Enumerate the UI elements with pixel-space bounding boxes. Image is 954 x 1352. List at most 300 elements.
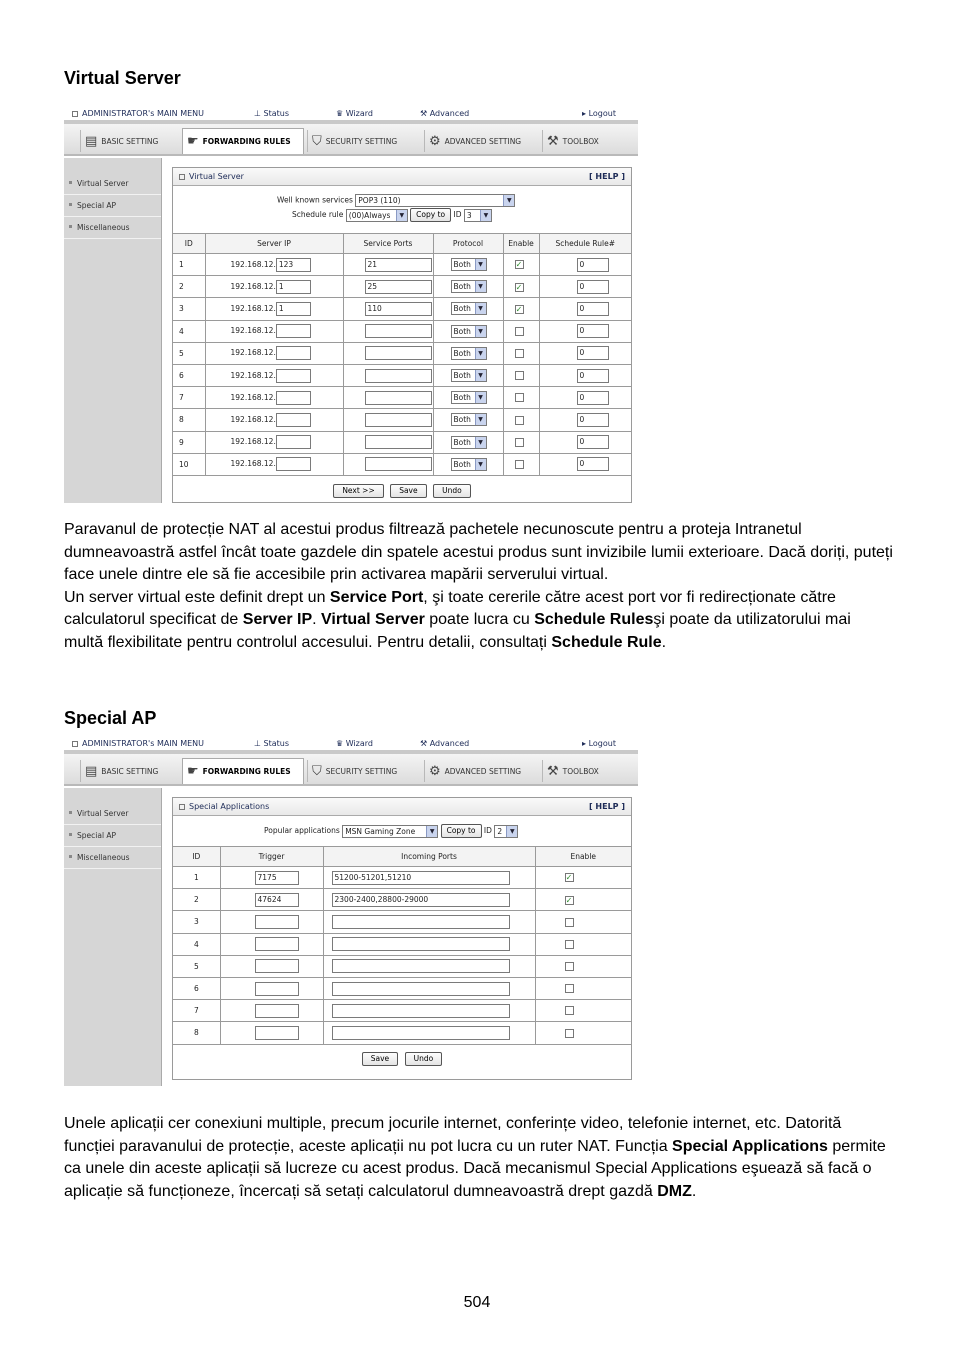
tab-label: ADVANCED SETTING — [444, 136, 522, 146]
enable-checkbox[interactable] — [515, 393, 524, 402]
protocol-value: Both — [453, 371, 471, 381]
enable-cell — [503, 431, 539, 453]
enable-cell — [503, 320, 539, 342]
id-cell: 5 — [173, 342, 205, 364]
id-cell: 10 — [173, 453, 205, 475]
main-menu-link[interactable]: ADMINISTRATOR's MAIN MENU — [72, 109, 204, 118]
bold-term: Schedule Rule — [551, 633, 662, 651]
enable-cell — [503, 298, 539, 320]
toolbox-icon: ⚒ — [547, 133, 559, 149]
column-header: Schedule Rule# — [539, 234, 631, 254]
text-run: permite ca unele din aceste aplicații să lucreze cu acest produs. Dacă mecanismul Special Applications eşuează să facă o aplicație să funcționeze, încercați să setați calculatorul dumneavoastră drept gazdă — [64, 1137, 886, 1200]
tab-security-setting[interactable] — [307, 130, 421, 152]
protocol-select[interactable] — [451, 458, 487, 471]
virtual-server-paragraph — [64, 519, 894, 655]
tab-basic-setting[interactable] — [80, 130, 180, 152]
bullet-icon — [69, 833, 72, 836]
protocol-select[interactable] — [451, 347, 487, 360]
chevron-down-icon: ▼ — [475, 392, 486, 403]
service-ports-input[interactable]: 25 — [365, 280, 432, 294]
text-run: poate lucra cu — [424, 611, 535, 629]
table-row — [173, 955, 631, 977]
advanced-link[interactable]: ⚒ Advanced — [420, 739, 470, 748]
server-ip-input[interactable] — [276, 324, 311, 338]
service-ports-input[interactable]: 21 — [365, 258, 432, 272]
popular-applications-row: Popular applications MSN Gaming Zone ▼ Copy to ID 2 ▼ — [173, 816, 631, 846]
text-run: Paravanul de protecție NAT al acestui produs filtrează pachetele necunoscute pentru a proteja Intranetul dumneavoastră astfel încât toate gazdele din spatele acestui produs sunt invizibile lumii exterioare. Dacă doriți, puteți face unele dintre ele să fie accesibile prin activarea mapării serverului virtual. — [64, 521, 893, 584]
schedule-rule-select[interactable]: (00)Always ▼ — [346, 209, 408, 222]
id-cell: 3 — [173, 298, 205, 320]
tab-bar — [64, 754, 638, 786]
schedule-rule-input[interactable]: 0 — [577, 369, 609, 383]
protocol-select[interactable] — [451, 258, 487, 271]
undo-button[interactable]: Undo — [405, 1052, 443, 1066]
schedule-rule-cell — [539, 409, 631, 431]
protocol-value: Both — [453, 459, 471, 469]
text-run: Unele aplicații cer conexiuni multiple, precum jocurile internet, conferințe video, telefonie internet, etc. Datorită funcției paravanului de protecție, aceste aplicații nu pot lucra cu un ruter NAT. Funcția — [64, 1115, 842, 1155]
enable-cell — [535, 911, 631, 933]
service-ports-input[interactable] — [365, 435, 432, 449]
server-ip-input[interactable] — [276, 413, 311, 427]
arrow-right-icon: ▸ — [582, 109, 587, 118]
tab-label: FORWARDING RULES — [202, 767, 291, 776]
protocol-value: Both — [453, 260, 471, 270]
special-ap-screenshot — [64, 738, 638, 1086]
logout-link[interactable]: ▸ Logout — [582, 739, 616, 748]
undo-button[interactable]: Undo — [433, 484, 471, 498]
service-ports-input[interactable] — [365, 413, 432, 427]
advanced-link[interactable]: ⚒ Advanced — [420, 109, 470, 118]
service-ports-input[interactable]: 110 — [365, 302, 432, 316]
protocol-cell — [433, 387, 503, 409]
enable-checkbox[interactable] — [565, 962, 574, 971]
server-ip-input[interactable]: 1 — [276, 302, 311, 316]
advanced-icon: ⚒ — [420, 739, 428, 748]
protocol-cell — [433, 320, 503, 342]
wizard-icon: ♛ — [336, 109, 344, 118]
protocol-select[interactable] — [451, 302, 487, 315]
protocol-select[interactable] — [451, 413, 487, 426]
virtual-server-screenshot — [64, 108, 638, 503]
tab-label: TOOLBOX — [562, 136, 599, 146]
copy-to-button[interactable]: Copy to — [441, 824, 482, 838]
server-ip-cell — [205, 320, 343, 342]
column-header: Enable — [503, 234, 539, 254]
enable-checkbox[interactable] — [565, 1006, 574, 1015]
trigger-input[interactable] — [255, 937, 299, 951]
protocol-cell — [433, 276, 503, 298]
incoming-ports-input[interactable] — [332, 959, 510, 973]
tab-label: FORWARDING RULES — [202, 137, 291, 146]
enable-cell — [503, 254, 539, 276]
schedule-rule-input[interactable]: 0 — [577, 391, 609, 405]
schedule-rule-input[interactable]: 0 — [577, 457, 609, 471]
protocol-value: Both — [453, 437, 471, 447]
text-run: şi poate da utilizatorului mai multă flexibilitate pentru controlul accesului. Pentru detalii, consultați — [64, 611, 851, 651]
protocol-select[interactable] — [451, 436, 487, 449]
id-select[interactable]: 3 ▼ — [464, 209, 492, 222]
enable-cell — [535, 955, 631, 977]
status-link[interactable]: ⊥ Status — [254, 109, 290, 118]
ip-prefix: 192.168.12. — [230, 370, 276, 380]
service-ports-cell — [343, 320, 433, 342]
service-ports-input[interactable] — [365, 346, 432, 360]
trigger-input[interactable] — [255, 959, 299, 973]
schedule-row: Schedule rule (00)Always ▼ Copy to ID 3 ▼ — [173, 203, 631, 227]
protocol-cell — [433, 409, 503, 431]
service-ports-cell — [343, 387, 433, 409]
chevron-down-icon: ▼ — [475, 326, 486, 337]
service-ports-cell — [343, 364, 433, 386]
column-header: Trigger — [220, 847, 323, 867]
chevron-down-icon: ▼ — [475, 281, 486, 292]
basic-setting-icon: ▤ — [85, 763, 98, 779]
server-ip-input[interactable] — [276, 346, 311, 360]
schedule-rule-input[interactable]: 0 — [577, 413, 609, 427]
protocol-cell — [433, 364, 503, 386]
ip-prefix: 192.168.12. — [230, 348, 276, 358]
id-cell: 8 — [173, 1022, 220, 1044]
trigger-input[interactable] — [255, 982, 299, 996]
enable-checkbox-checked[interactable]: ✓ — [565, 873, 573, 883]
id-cell: 2 — [173, 889, 220, 911]
trigger-cell — [220, 911, 323, 933]
tab-toolbox[interactable] — [542, 760, 620, 782]
id-cell: 7 — [173, 1000, 220, 1022]
server-ip-input[interactable] — [276, 457, 311, 471]
enable-checkbox[interactable] — [515, 327, 524, 336]
server-ip-cell — [205, 453, 343, 475]
trigger-cell — [220, 867, 323, 889]
enable-checkbox[interactable] — [515, 371, 524, 380]
square-icon — [72, 741, 78, 747]
tab-label: TOOLBOX — [562, 766, 599, 776]
page-number: 504 — [463, 1294, 491, 1311]
id-select[interactable]: 2 ▼ — [494, 825, 518, 838]
tab-forwarding-rules[interactable] — [182, 128, 304, 154]
incoming-ports-input[interactable] — [332, 1026, 510, 1040]
logout-link[interactable]: ▸ Logout — [582, 109, 616, 118]
enable-checkbox-checked[interactable]: ✓ — [515, 260, 523, 270]
enable-cell — [503, 342, 539, 364]
column-header: ID — [173, 847, 220, 867]
popular-applications-select[interactable]: MSN Gaming Zone ▼ — [342, 825, 438, 838]
wizard-link[interactable]: ♛ Wizard — [336, 109, 374, 118]
bold-term: Service Port — [329, 588, 424, 606]
chevron-down-icon: ▼ — [475, 370, 486, 381]
server-ip-input[interactable] — [276, 391, 311, 405]
schedule-rule-input[interactable]: 0 — [577, 258, 609, 272]
table-row — [173, 298, 631, 320]
ip-prefix: 192.168.12. — [230, 392, 276, 402]
sidebar-item-virtual-server[interactable] — [64, 173, 161, 195]
enable-checkbox[interactable] — [515, 416, 524, 425]
protocol-select[interactable] — [451, 280, 487, 293]
schedule-rule-input[interactable]: 0 — [577, 435, 609, 449]
incoming-ports-cell — [323, 977, 535, 999]
chevron-down-icon: ▼ — [503, 195, 514, 206]
enable-cell — [503, 276, 539, 298]
sidebar-item-virtual-server[interactable] — [64, 803, 161, 825]
tab-label: SECURITY SETTING — [325, 136, 398, 146]
sidebar-item-miscellaneous[interactable] — [64, 847, 161, 869]
protocol-cell — [433, 431, 503, 453]
ip-prefix: 192.168.12. — [230, 326, 276, 336]
security-setting-icon: ⛉ — [312, 763, 322, 779]
sidebar-item-miscellaneous[interactable] — [64, 217, 161, 239]
enable-cell — [535, 1022, 631, 1044]
text-run: , şi toate cererile către acest port vor fi redirecționate către calculatorul specificat de — [64, 588, 836, 629]
tab-label: ADVANCED SETTING — [444, 766, 522, 776]
enable-checkbox[interactable] — [515, 460, 524, 469]
bullet-icon — [69, 855, 72, 858]
incoming-ports-input[interactable] — [332, 1004, 510, 1018]
service-ports-input[interactable] — [365, 324, 432, 338]
enable-cell — [503, 409, 539, 431]
wizard-icon: ♛ — [336, 739, 344, 748]
trigger-input[interactable] — [255, 1026, 299, 1040]
text-run: . — [661, 633, 667, 651]
server-ip-cell — [205, 387, 343, 409]
tab-advanced-setting[interactable] — [424, 760, 540, 782]
left-navigation — [64, 788, 162, 1086]
chevron-down-icon: ▼ — [475, 259, 486, 270]
enable-checkbox[interactable] — [565, 984, 574, 993]
protocol-cell — [433, 254, 503, 276]
trigger-input[interactable] — [255, 1004, 299, 1018]
column-header: Enable — [535, 847, 631, 867]
square-icon — [179, 804, 185, 810]
schedule-rule-cell — [539, 320, 631, 342]
sidebar-item-special-ap[interactable] — [64, 825, 161, 847]
tab-label: SECURITY SETTING — [325, 766, 398, 776]
column-header: Server IP — [205, 234, 343, 254]
id-cell: 3 — [173, 911, 220, 933]
enable-checkbox[interactable] — [565, 918, 574, 927]
trigger-input[interactable]: 47624 — [255, 893, 299, 907]
schedule-rule-cell — [539, 254, 631, 276]
server-ip-cell — [205, 276, 343, 298]
square-icon — [72, 111, 78, 117]
table-row — [173, 889, 631, 911]
schedule-rule-input[interactable]: 0 — [577, 280, 609, 294]
help-link[interactable]: [ HELP ] — [588, 802, 625, 811]
chevron-down-icon: ▼ — [480, 210, 491, 221]
help-link[interactable]: [ HELP ] — [588, 172, 625, 181]
schedule-rule-cell — [539, 387, 631, 409]
schedule-rule-cell — [539, 298, 631, 320]
server-ip-cell — [205, 254, 343, 276]
id-cell: 7 — [173, 387, 205, 409]
server-ip-cell — [205, 431, 343, 453]
table-row — [173, 1022, 631, 1044]
section-heading-special-ap: Special AP — [64, 708, 157, 728]
ip-prefix: 192.168.12. — [230, 259, 276, 269]
tab-forwarding-rules[interactable] — [182, 758, 304, 784]
enable-cell — [503, 364, 539, 386]
advanced-setting-icon: ⚙ — [429, 133, 441, 149]
status-icon: ⊥ — [254, 739, 261, 748]
well-known-row: Well known services POP3 (110) ▼ — [173, 186, 631, 203]
sidebar-item-label: Miscellaneous — [77, 853, 130, 862]
incoming-ports-input[interactable]: 51200-51201,51210 — [332, 871, 510, 885]
incoming-ports-cell — [323, 1000, 535, 1022]
copy-to-button[interactable]: Copy to — [410, 208, 451, 222]
special-ap-paragraph — [64, 1113, 894, 1203]
id-cell: 8 — [173, 409, 205, 431]
schedule-rule-cell — [539, 364, 631, 386]
enable-checkbox[interactable] — [565, 1029, 574, 1038]
incoming-ports-cell — [323, 933, 535, 955]
table-row — [173, 977, 631, 999]
schedule-rule-input[interactable]: 0 — [577, 324, 609, 338]
incoming-ports-input[interactable] — [332, 915, 510, 929]
incoming-ports-cell — [323, 867, 535, 889]
forwarding-rules-icon: ☛ — [187, 764, 199, 779]
enable-checkbox-checked[interactable]: ✓ — [515, 282, 523, 292]
enable-checkbox-checked[interactable]: ✓ — [565, 895, 573, 905]
column-header: Service Ports — [343, 234, 433, 254]
main-menu-link[interactable]: ADMINISTRATOR's MAIN MENU — [72, 739, 204, 748]
column-header: ID — [173, 234, 205, 254]
button-row — [173, 1045, 631, 1073]
protocol-select[interactable] — [451, 369, 487, 382]
trigger-input[interactable] — [255, 915, 299, 929]
incoming-ports-input[interactable] — [332, 937, 510, 951]
router-topbar — [64, 108, 638, 120]
enable-cell — [535, 1000, 631, 1022]
enable-checkbox-checked[interactable]: ✓ — [515, 304, 523, 314]
service-ports-cell — [343, 254, 433, 276]
chevron-down-icon: ▼ — [506, 826, 517, 837]
enable-checkbox[interactable] — [515, 349, 524, 358]
id-cell: 1 — [173, 254, 205, 276]
schedule-rule-cell — [539, 453, 631, 475]
sidebar-item-special-ap[interactable] — [64, 195, 161, 217]
table-row — [173, 276, 631, 298]
id-cell: 1 — [173, 867, 220, 889]
bold-term: Schedule Rules — [534, 611, 654, 629]
save-button[interactable]: Save — [362, 1052, 398, 1066]
server-ip-cell — [205, 364, 343, 386]
protocol-select[interactable] — [451, 325, 487, 338]
advanced-setting-icon: ⚙ — [429, 763, 441, 779]
table-row — [173, 254, 631, 276]
enable-checkbox[interactable] — [515, 438, 524, 447]
id-cell: 5 — [173, 955, 220, 977]
enable-cell — [535, 933, 631, 955]
server-ip-input[interactable]: 1 — [276, 280, 311, 294]
panel-title: Special Applications [ HELP ] — [173, 798, 631, 816]
status-icon: ⊥ — [254, 109, 261, 118]
button-row — [173, 476, 631, 504]
chevron-down-icon: ▼ — [396, 210, 407, 221]
incoming-ports-cell — [323, 955, 535, 977]
tab-security-setting[interactable] — [307, 760, 421, 782]
server-ip-cell — [205, 342, 343, 364]
ip-prefix: 192.168.12. — [230, 303, 276, 313]
server-ip-input[interactable] — [276, 369, 311, 383]
incoming-ports-input[interactable]: 2300-2400,28800-29000 — [332, 893, 510, 907]
text-run: . — [312, 611, 322, 629]
service-ports-input[interactable] — [365, 391, 432, 405]
schedule-rule-input[interactable]: 0 — [577, 346, 609, 360]
bullet-icon — [69, 181, 72, 184]
incoming-ports-cell — [323, 889, 535, 911]
chevron-down-icon: ▼ — [475, 303, 486, 314]
schedule-rule-input[interactable]: 0 — [577, 302, 609, 316]
table-row — [173, 911, 631, 933]
enable-checkbox[interactable] — [565, 940, 574, 949]
id-cell: 4 — [173, 320, 205, 342]
id-cell: 4 — [173, 933, 220, 955]
server-ip-input[interactable] — [276, 435, 311, 449]
service-ports-input[interactable] — [365, 457, 432, 471]
bullet-icon — [69, 225, 72, 228]
protocol-cell — [433, 298, 503, 320]
enable-cell — [535, 867, 631, 889]
tab-basic-setting[interactable] — [80, 760, 180, 782]
trigger-cell — [220, 889, 323, 911]
sidebar-item-label: Special AP — [77, 201, 117, 210]
service-ports-cell — [343, 453, 433, 475]
wizard-link[interactable]: ♛ Wizard — [336, 739, 374, 748]
save-button[interactable]: Save — [390, 484, 426, 498]
tab-toolbox[interactable] — [542, 130, 620, 152]
protocol-value: Both — [453, 415, 471, 425]
table-row — [173, 387, 631, 409]
sidebar-item-label: Virtual Server — [77, 179, 129, 188]
schedule-rule-cell — [539, 276, 631, 298]
status-link[interactable]: ⊥ Status — [254, 739, 290, 748]
next-button[interactable]: Next >> — [333, 484, 383, 498]
table-row — [173, 431, 631, 453]
left-navigation — [64, 158, 162, 503]
protocol-value: Both — [453, 393, 471, 403]
table-row — [173, 409, 631, 431]
sidebar-item-label: Virtual Server — [77, 809, 129, 818]
service-ports-input[interactable] — [365, 369, 432, 383]
ip-prefix: 192.168.12. — [230, 459, 276, 469]
id-cell: 6 — [173, 364, 205, 386]
tab-advanced-setting[interactable] — [424, 130, 540, 152]
well-known-services-select[interactable]: POP3 (110) ▼ — [355, 194, 515, 207]
trigger-input[interactable]: 7175 — [255, 871, 299, 885]
text-run: Un server virtual este definit drept un — [64, 588, 330, 606]
incoming-ports-input[interactable] — [332, 982, 510, 996]
schedule-rule-cell — [539, 431, 631, 453]
protocol-cell — [433, 453, 503, 475]
enable-cell — [535, 889, 631, 911]
router-topbar — [64, 738, 638, 750]
chevron-down-icon: ▼ — [475, 437, 486, 448]
server-ip-input[interactable]: 123 — [276, 258, 311, 272]
enable-cell — [503, 387, 539, 409]
service-ports-cell — [343, 276, 433, 298]
special-applications-panel — [172, 797, 632, 1080]
server-ip-cell — [205, 409, 343, 431]
server-ip-cell — [205, 298, 343, 320]
service-ports-cell — [343, 298, 433, 320]
ip-prefix: 192.168.12. — [230, 437, 276, 447]
service-ports-cell — [343, 431, 433, 453]
column-header: Protocol — [433, 234, 503, 254]
bold-term: DMZ — [657, 1182, 692, 1200]
protocol-select[interactable] — [451, 391, 487, 404]
advanced-icon: ⚒ — [420, 109, 428, 118]
text-run: . — [691, 1182, 697, 1200]
id-cell: 2 — [173, 276, 205, 298]
